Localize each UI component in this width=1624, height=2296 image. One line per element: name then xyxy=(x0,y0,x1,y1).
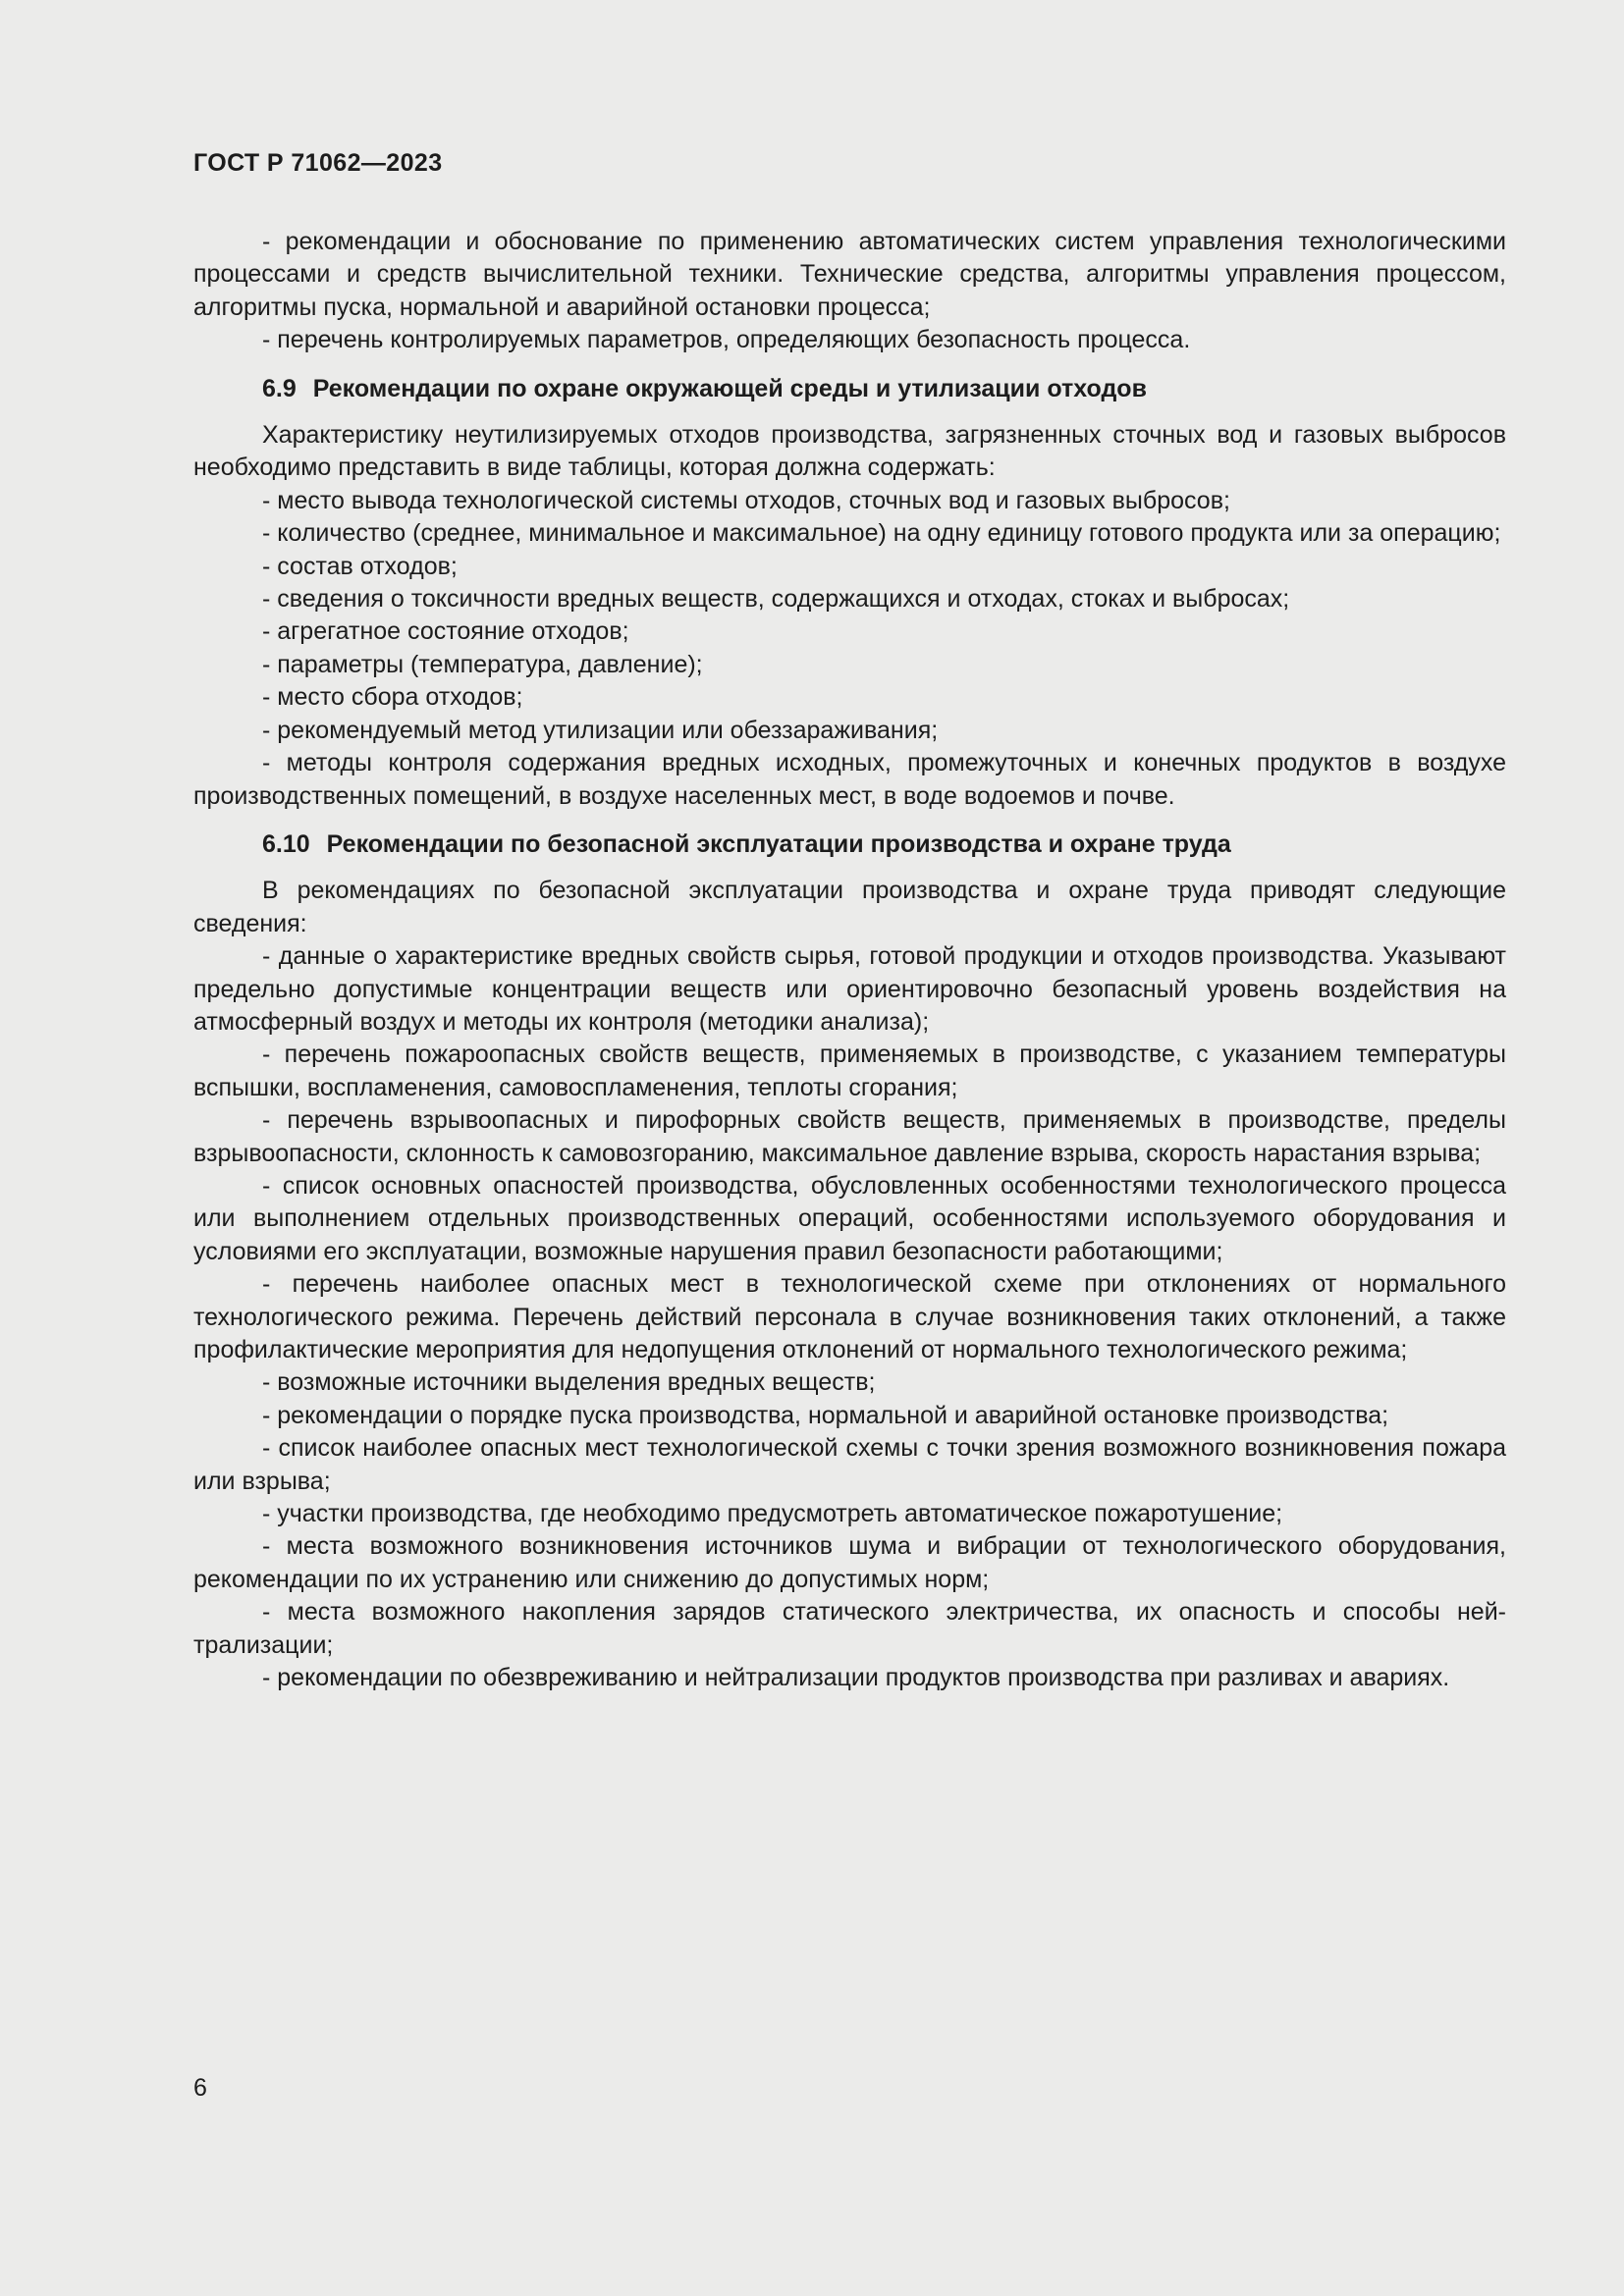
list-item: - рекомендации и обоснование по применению автоматических систем управления технологическими процессами и средств вычислительной техники. Технические средства, алгоритмы управления процессом, алгоритмы пуска, нормальной и аварийной остановки процесса; xyxy=(193,228,1506,321)
section-title: Рекомендации по охране окружающей среды и утилизации отходов xyxy=(312,374,1147,402)
list-item: - рекомендации о порядке пуска производства, нормальной и аварийной остановке производства; xyxy=(262,1401,1389,1429)
page-number: 6 xyxy=(193,2074,207,2102)
list-item: - список наиболее опасных мест технологической схемы с точки зрения возможного возникновения пожара или взрыва; xyxy=(193,1434,1506,1495)
section-title: Рекомендации по безопасной эксплуатации производства и охране труда xyxy=(326,829,1231,858)
list-item: - место вывода технологической системы отходов, сточных вод и газовых выбросов; xyxy=(262,486,1230,514)
list-item: - участки производства, где необходимо предусмотреть автоматическое пожаротушение; xyxy=(262,1500,1283,1528)
document-header: ГОСТ Р 71062—2023 xyxy=(193,149,443,177)
list-item: - перечень взрывоопасных и пирофорных свойств веществ, применяемых в производстве, пределы взрывоопасности, склонность к самовозгоранию, максимальное давление взрыва, скорость нарастания взрыва; xyxy=(193,1106,1506,1167)
list-item: - состав отходов; xyxy=(262,552,458,580)
list-item: - места возможного возникновения источников шума и вибрации от технологического оборудования, рекомендации по их устранению или снижению до допустимых норм; xyxy=(193,1532,1506,1593)
list-item: - количество (среднее, минимальное и максимальное) на одну единицу готового продукта или за операцию; xyxy=(262,519,1501,548)
section-number: 6.9 xyxy=(262,374,297,402)
list-item: - перечень пожароопасных свойств веществ, применяемых в производстве, с указанием температуры вспышки, воспламенения, самовоспламенения, теплоты сгорания; xyxy=(193,1041,1506,1101)
list-item: - сведения о токсичности вредных веществ, содержащихся и отходах, стоках и выбросах; xyxy=(262,585,1290,614)
paragraph: В рекомендациях по безопасной эксплуатации производства и охране труда приводят следующие сведения: xyxy=(193,877,1506,937)
paragraph: Характеристику неутилизируемых отходов производства, загрязненных сточных вод и газовых выбросов необходимо представить в виде таблицы, которая должна содержать: xyxy=(193,421,1506,482)
list-item: - список основных опасностей производства, обусловленных особенностями технологического процесса или выполнением отдельных производственных операций, особенностями используемого оборудования и условиями его эксплуатации, возможные нарушения правил безопасности работающими; xyxy=(193,1171,1506,1265)
section-heading-6-10 xyxy=(193,828,1506,861)
list-item: - агрегатное состояние отходов; xyxy=(262,617,629,646)
list-item: - рекомендации по обезвреживанию и нейтрализации продуктов производства при разливах и авариях. xyxy=(262,1664,1450,1692)
list-item: - место сбора отходов; xyxy=(262,683,523,712)
list-item: - перечень контролируемых параметров, определяющих безопасность процесса. xyxy=(262,326,1191,354)
list-item: - данные о характеристике вредных свойств сырья, готовой продукции и отходов производства. Указывают предельно допустимые концентрации веществ или ориентировочно безопасный уровень воздействия на атмосферный воздух и методы их контроля (методики анализа); xyxy=(193,942,1506,1036)
section-heading-6-9 xyxy=(193,373,1506,405)
list-item: - рекомендуемый метод утилизации или обеззараживания; xyxy=(262,716,939,744)
document-body xyxy=(193,226,1506,1694)
list-item: - методы контроля содержания вредных исходных, промежуточных и конечных продуктов в воздухе производственных помещений, в воздухе населенных мест, в воде водоемов и почве. xyxy=(193,749,1506,810)
list-item: - возможные источники выделения вредных веществ; xyxy=(262,1368,876,1397)
section-number: 6.10 xyxy=(262,829,310,858)
list-item: - перечень наиболее опасных мест в технологической схеме при отклонениях от нормального технологического режима. Перечень действий персонала в случае возникновения таких отклонений, а также профилактические мероприятия для недопущения отклонений от нормального технологического режима; xyxy=(193,1270,1506,1363)
list-item: - места возможного накопления зарядов статического электричества, их опасность и способы нейтрализации; xyxy=(193,1598,1506,1659)
list-item: - параметры (температура, давление); xyxy=(262,650,703,678)
